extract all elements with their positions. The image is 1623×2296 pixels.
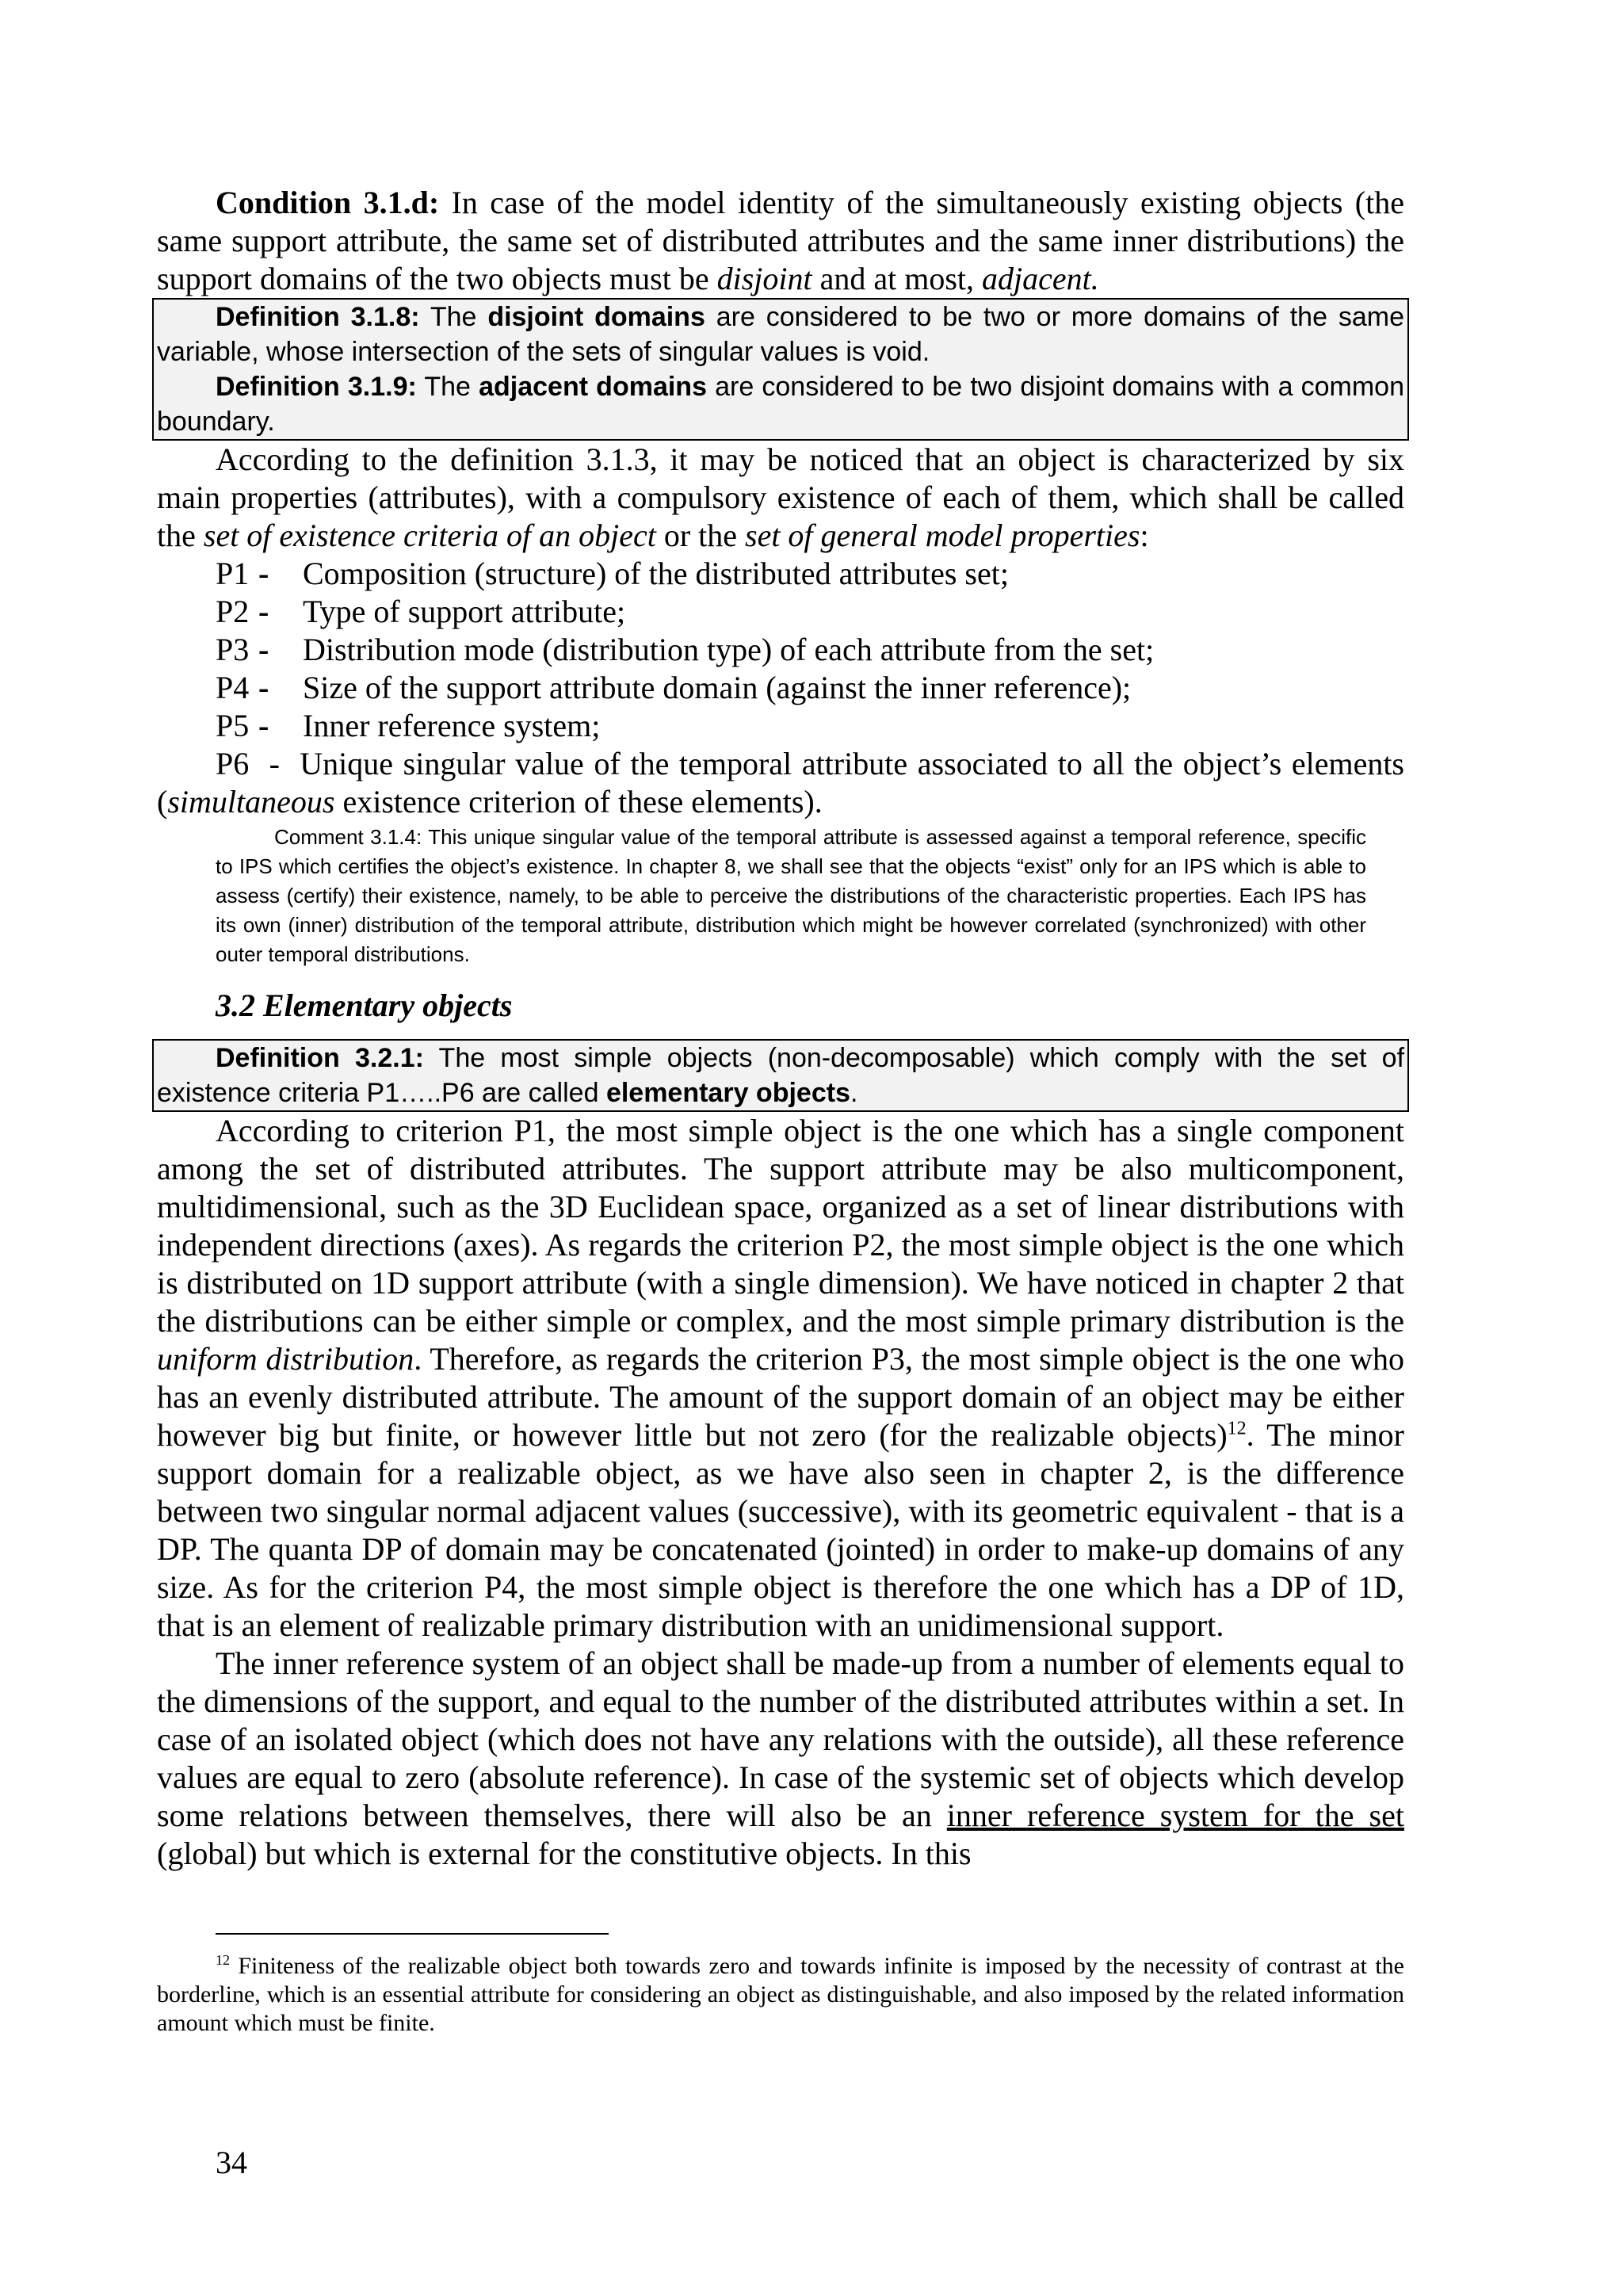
condition-paragraph xyxy=(157,184,1404,298)
definition-3-1-8 xyxy=(157,300,1404,369)
definition-term: disjoint domains xyxy=(487,302,705,332)
definition-text: . xyxy=(850,1078,858,1108)
criteria-em-2: set of general model properties xyxy=(745,518,1140,553)
property-text: Size of the support attribute domain (against the inner reference); xyxy=(303,670,1132,705)
criteria-paragraph xyxy=(157,441,1404,555)
definition-label: Definition 3.1.8: xyxy=(216,302,420,332)
page-content xyxy=(157,184,1404,2038)
property-id: P1 xyxy=(216,556,250,591)
footnote-text: Finiteness of the realizable object both towards zero and towards infinite is imposed by the necessity of contrast at the borderline, which is an essential attribute for considering an object as distinguishable, and also imposed by the related information amount which must be finite. xyxy=(157,1953,1404,2036)
property-text: Inner reference system; xyxy=(303,708,601,743)
definition-text: The xyxy=(419,302,488,332)
definition-3-2-1 xyxy=(157,1041,1404,1110)
definition-text: are considered to be two disjoint domains with a common boundary. xyxy=(157,372,1405,437)
criteria-text: According to the definition 3.1.3, it may be noticed that an object is characterized by six main properties (attributes), with a compulsory existence of each of them, which shall be called the xyxy=(157,441,1404,553)
definition-3-1-9 xyxy=(157,369,1404,439)
condition-label: Condition 3.1.d: xyxy=(216,185,440,220)
property-item xyxy=(157,593,1404,631)
condition-em-adjacent: adjacent. xyxy=(982,261,1099,296)
property-item xyxy=(157,555,1404,593)
paragraph-text: The inner reference system of an object shall be made-up from a number of elements equal to the dimensions of the support, and equal to the number of the distributed attributes within a set. In case of an isolated object (which does not have any relations with the outside), all these reference values are equal to zero (absolute reference). In case of the systemic set of objects which develop some relations between themselves, there will also be an xyxy=(157,1645,1404,1833)
footnote-ref[interactable]: 12 xyxy=(1227,1418,1247,1439)
property-dash: - xyxy=(258,670,269,705)
condition-text-2: and at most, xyxy=(812,261,983,296)
property-item-p6 xyxy=(157,745,1404,821)
inner-reference-paragraph xyxy=(157,1645,1404,1873)
property-id: P6 xyxy=(216,746,250,781)
property-text: existence criterion of these elements). xyxy=(334,784,823,819)
paragraph-text: . The minor support domain for a realizable object, as we have also seen in chapter 2, is the difference between two singular normal adjacent values (successive), with its geometric equivalent - that is a DP. The quanta DP of domain may be concatenated (jointed) in order to make-up domains of any size. As for the criterion P4, the most simple object is therefore the one which has a DP of 1D, that is an element of realizable primary distribution with an unidimensional support. xyxy=(157,1417,1404,1643)
criteria-text-2: or the xyxy=(655,518,745,553)
property-dash: - xyxy=(269,746,280,781)
definition-text: The most simple objects (non-decomposable) which comply with the set of existence criteria P1…..P6 are called xyxy=(157,1043,1405,1108)
property-item xyxy=(157,669,1404,707)
footnote-12 xyxy=(157,1952,1404,2038)
definition-label: Definition 3.1.9: xyxy=(216,372,417,402)
property-item xyxy=(157,631,1404,669)
definition-term: adjacent domains xyxy=(479,372,707,402)
definition-term: elementary objects xyxy=(605,1078,850,1108)
paragraph-text: . Therefore, as regards the criterion P3, the most simple object is the one who has an evenly distributed attribute. The amount of the support domain of an object may be either however big but finite, or however little but not zero (for the realizable objects) xyxy=(157,1341,1404,1453)
page-number: 34 xyxy=(216,2145,247,2180)
paragraph-text: According to criterion P1, the most simple object is the one which has a single component among the set of distributed attributes. The support attribute may be also multicomponent, multidimensional, such as the 3D Euclidean space, organized as a set of linear distributions with independent directions (axes). As regards the criterion P2, the most simple object is the one which is distributed on 1D support attribute (with a single dimension). We have noticed in chapter 2 that the distributions can be either simple or complex, and the most simple primary distribution is the xyxy=(157,1113,1404,1339)
property-dash: - xyxy=(258,632,269,667)
property-text: Distribution mode (distribution type) of each attribute from the set; xyxy=(303,632,1155,667)
property-id: P2 xyxy=(216,594,250,629)
property-dash: - xyxy=(258,556,269,591)
definition-box-318-319 xyxy=(152,298,1409,441)
property-dash: - xyxy=(258,708,269,743)
property-dash: - xyxy=(258,594,269,629)
property-id: P3 xyxy=(216,632,250,667)
property-text: Type of support attribute; xyxy=(303,594,626,629)
criteria-text-3: : xyxy=(1140,518,1149,553)
footnote-marker: 12 xyxy=(216,1952,230,1968)
property-id: P5 xyxy=(216,708,250,743)
paragraph-text: (global) but which is external for the constitutive objects. In this xyxy=(157,1836,972,1871)
underlined-phrase: inner reference system for the set xyxy=(946,1797,1404,1833)
property-id: P4 xyxy=(216,670,250,705)
footnote-divider xyxy=(216,1933,609,1935)
property-text: Unique singular value of the temporal attribute associated to all the object’s elements ( xyxy=(157,746,1404,819)
criterion-p1-paragraph xyxy=(157,1112,1404,1645)
definition-box-321 xyxy=(152,1039,1409,1112)
property-em: simultaneous xyxy=(167,784,335,819)
section-heading: 3.2 Elementary objects xyxy=(216,988,513,1023)
definition-label: Definition 3.2.1: xyxy=(216,1043,424,1073)
paragraph-em: uniform distribution xyxy=(157,1341,414,1377)
condition-text: In case of the model identity of the simultaneously existing objects (the same support attribute, the same set of distributed attributes and the same inner distributions) the support domains of the two objects must be xyxy=(157,185,1404,296)
condition-em-disjoint: disjoint xyxy=(716,261,812,296)
criteria-em-1: set of existence criteria of an object xyxy=(203,518,656,553)
comment-3-1-4: Comment 3.1.4: This unique singular value of the temporal attribute is assessed against a temporal reference, specific to IPS which certifies the object’s existence. In chapter 8, we shall see that the objects “exist” only for an IPS which is able to assess (certify) their existence, namely, to be able to perceive the distributions of the characteristic properties. Each IPS has its own (inner) distribution of the temporal attribute, distribution which might be however correlated (synchronized) with other outer temporal distributions. xyxy=(216,825,1366,966)
property-text: Composition (structure) of the distributed attributes set; xyxy=(303,556,1009,591)
properties-list xyxy=(157,555,1404,745)
definition-text: are considered to be two or more domains of the same variable, whose intersection of the sets of singular values is void. xyxy=(157,302,1405,367)
property-item xyxy=(157,707,1404,745)
definition-text: The xyxy=(416,372,479,402)
